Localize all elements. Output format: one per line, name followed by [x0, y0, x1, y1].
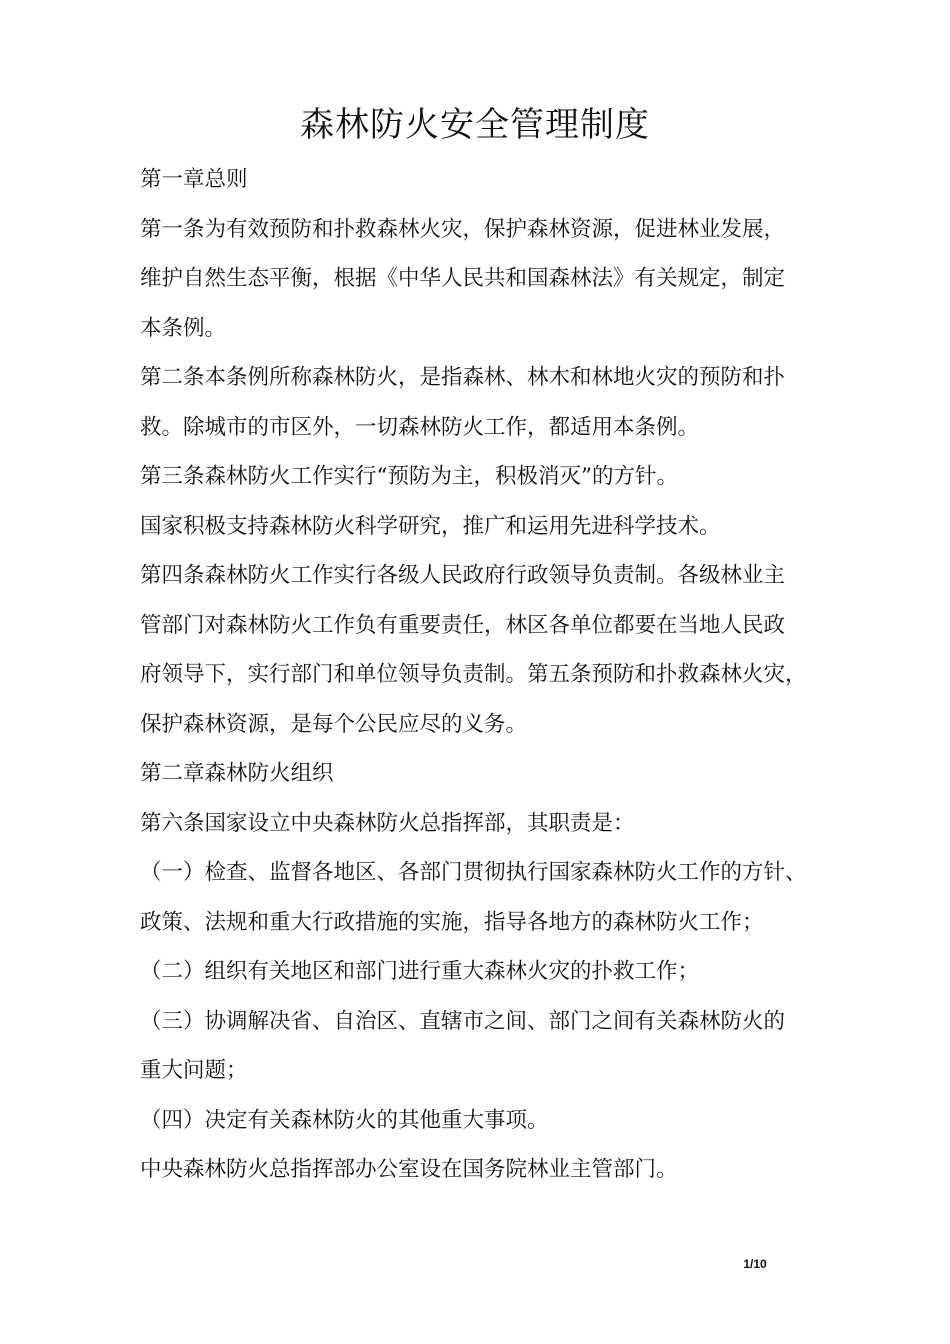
- text-line: 救。除城市的市区外，一切森林防火工作，都适用本条例。: [140, 414, 700, 440]
- text-line: （一）检查、监督各地区、各部门贯彻执行国家森林防火工作的方针、: [140, 860, 807, 885]
- text-line: 管部门对森林防火工作负有重要责任，林区各单位都要在当地人民政: [140, 612, 786, 638]
- text-line: 本条例。: [140, 315, 227, 341]
- text-line: 保护森林资源，是每个公民应尽的义务。: [140, 711, 528, 737]
- text-line: 第二条本条例所称森林防火，是指森林、林木和林地火灾的预防和扑: [140, 365, 786, 390]
- text-line: （二）组织有关地区和部门进行重大森林火灾的扑救工作；: [140, 959, 700, 984]
- text-line: 国家积极支持森林防火科学研究，推广和运用先进科学技术。: [140, 513, 721, 539]
- text-line: 第六条国家设立中央森林防火总指挥部，其职责是：: [140, 810, 635, 836]
- text-line: 第三条森林防火工作实行“预防为主，积极消灭”的方针。: [140, 464, 678, 489]
- text-line: 第一条为有效预防和扑救森林火灾，保护森林资源，促进林业发展，: [140, 216, 786, 242]
- text-line: 重大问题；: [140, 1058, 248, 1083]
- text-line: 第四条森林防火工作实行各级人民政府行政领导负责制。各级林业主: [140, 563, 786, 588]
- page-number: 1/10: [743, 1257, 767, 1271]
- document-title: 森林防火安全管理制度: [300, 105, 650, 145]
- text-line: 政策、法规和重大行政措施的实施，指导各地方的森林防火工作；: [140, 909, 764, 935]
- chapter-heading-2: 第二章森林防火组织: [140, 761, 334, 786]
- text-line: 府领导下，实行部门和单位领导负责制。第五条预防和扑救森林火灾，: [140, 662, 807, 687]
- text-line: （四）决定有关森林防火的其他重大事项。: [140, 1107, 549, 1133]
- text-line: （三）协调解决省、自治区、直辖市之间、部门之间有关森林防火的: [140, 1008, 786, 1034]
- document-body: [140, 155, 830, 1195]
- chapter-heading-1: 第一章总则: [140, 167, 248, 192]
- text-line: 维护自然生态平衡，根据《中华人民共和国森林法》有关规定，制定: [140, 266, 786, 291]
- text-line: 中央森林防火总指挥部办公室设在国务院林业主管部门。: [140, 1157, 678, 1182]
